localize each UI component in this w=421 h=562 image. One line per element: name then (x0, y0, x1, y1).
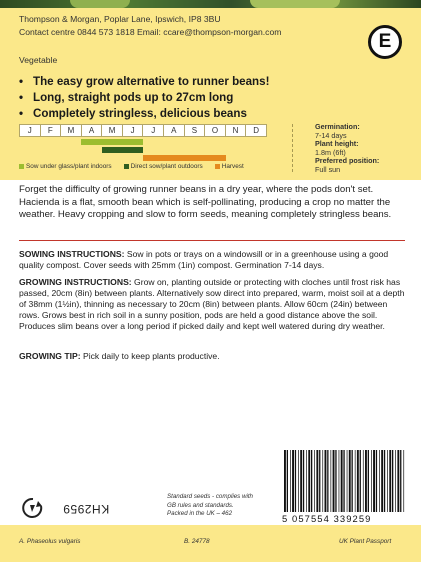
month-cell: M (102, 125, 123, 136)
leaf-shape (70, 0, 130, 8)
germination-label: Germination: (315, 122, 360, 131)
barcode-bar (395, 450, 396, 512)
month-cell: A (82, 125, 103, 136)
barcode-bar (303, 450, 304, 512)
month-cell: J (20, 125, 41, 136)
barcode-bar (363, 450, 364, 512)
growing-info (315, 123, 379, 175)
barcode-bar (287, 450, 288, 512)
barcode-bar (341, 450, 343, 512)
standards-text: Standard seeds - complies with GB rules and standards. Packed in the UK – 462 (167, 493, 253, 518)
leaf-shape (250, 0, 340, 8)
barcode-bar (400, 450, 401, 512)
month-cell: F (41, 125, 62, 136)
month-cell: N (226, 125, 247, 136)
barcode-bar (333, 450, 335, 512)
calendar-legend (19, 163, 244, 170)
barcode-image (282, 450, 406, 516)
swatch-icon (215, 164, 220, 169)
barcode-bar (325, 450, 327, 512)
month-cell: J (143, 125, 164, 136)
recycle-icon (22, 497, 44, 521)
barcode-bar (365, 450, 367, 512)
month-cell: D (253, 126, 260, 135)
legend-sow-indoors: Sow under glass/plant indoors (19, 163, 112, 170)
barcode-bar (376, 450, 377, 512)
feature-list (19, 74, 269, 122)
month-cell: S (185, 125, 206, 136)
growing-tip: GROWING TIP: Pick daily to keep plants productive. (19, 351, 220, 361)
barcode-bar (397, 450, 399, 512)
month-cell: M (61, 125, 82, 136)
contact-line: Contact centre 0844 573 1818 Email: ccare@thompson-morgan.com (19, 27, 282, 37)
barcode-bar (343, 450, 344, 512)
position-value: Full sun (315, 164, 341, 174)
swatch-icon (124, 164, 129, 169)
feature-item: • Long, straight pods up to 27cm long (19, 91, 234, 104)
barcode-bar (403, 450, 404, 512)
batch-number: B. 24778 (184, 538, 210, 545)
bar-sow-outdoors (102, 147, 143, 153)
barcode-bar (331, 450, 332, 512)
barcode-bar (387, 450, 388, 512)
calendar-months (19, 124, 267, 137)
feature-item: • The easy grow alternative to runner beans! (19, 75, 270, 88)
barcode-bar (352, 450, 353, 512)
dashed-divider (292, 124, 293, 172)
e-mark-badge: E (368, 25, 402, 59)
barcode-bar (368, 450, 369, 512)
company-address: Thompson & Morgan, Poplar Lane, Ipswich, IP8 3BU (19, 14, 221, 24)
barcode-bar (300, 450, 302, 512)
category-label: Vegetable (19, 55, 58, 65)
barcode-bar (327, 450, 328, 512)
plant-passport: UK Plant Passport (339, 538, 392, 545)
month-cell: A (164, 125, 185, 136)
growing-instructions: GROWING INSTRUCTIONS: Grow on, planting outside or protecting with cloches until frost risk has passed, 20cm (8in) between plants. Alternatively sow direct into prepared, warm, moist soil at a depth of 38mm (1½in), thinning as necessary to 20cm (8in) between plants. Allow 60cm (24in) between rows. Grows best in rich soil in a sunny position, pods are held a good distance above the soil. Produces slim beans over a long period if picked daily and kept well watered during dry weather. (19, 277, 405, 332)
bullet-icon: • (19, 91, 24, 104)
red-rule (19, 240, 405, 241)
barcode-bar (311, 450, 312, 512)
legend-harvest: Harvest (215, 163, 244, 170)
bar-sow-indoors (81, 139, 143, 145)
barcode-bar (339, 450, 340, 512)
barcode-bar (355, 450, 356, 512)
sowing-calendar (19, 124, 267, 161)
month-cell: O (205, 125, 226, 136)
position-label: Preferred position: (315, 156, 380, 166)
sowing-instructions: SOWING INSTRUCTIONS: Sow in pots or trays on a windowsill or in a greenhouse using a good quality compost. Cover seeds with 25mm (1in) compost. Germination 7-14 days. (19, 249, 389, 271)
swatch-icon (19, 164, 24, 169)
barcode-bar (314, 450, 315, 512)
feature-item: • Completely stringless, delicious beans (19, 107, 247, 120)
product-code: KH2959 (62, 502, 110, 516)
height-label: Plant height: (315, 139, 359, 149)
bullet-icon: • (19, 107, 24, 120)
barcode-bar (371, 450, 372, 512)
barcode-bar (308, 450, 310, 512)
barcode-bar (349, 450, 351, 512)
barcode-number: 5 057554 339259 (282, 513, 372, 524)
barcode-bar (290, 450, 291, 512)
germination-value: 7-14 days (315, 130, 347, 140)
bullet-icon: • (19, 75, 24, 88)
legend-sow-outdoors: Direct sow/plant outdoors (124, 163, 203, 170)
barcode-bar (306, 450, 307, 512)
barcode-bar (292, 450, 294, 512)
month-cell: J (123, 125, 144, 136)
bar-harvest (143, 155, 226, 161)
barcode-bar (284, 450, 286, 512)
product-photo-strip (0, 0, 421, 8)
species-name: A. Phaseolus vulgaris (19, 538, 81, 545)
barcode-bar (298, 450, 299, 512)
height-value: 1.8m (6ft) (315, 147, 346, 157)
barcode-bar (384, 450, 385, 512)
barcode-bar (360, 450, 361, 512)
calendar-bars (19, 137, 267, 161)
barcode-bar (316, 450, 318, 512)
barcode-bar (357, 450, 359, 512)
barcode-bar (389, 450, 391, 512)
barcode-bar (373, 450, 375, 512)
barcode-bar (381, 450, 383, 512)
barcode-bar (379, 450, 380, 512)
barcode-bar (347, 450, 348, 512)
description: Forget the difficulty of growing runner beans in a dry year, where the pods don't set. Hacienda is a flat, smooth bean which is self-pollinating, producing a crop no matter the weather. Heavy cropping and slow to form seeds, meaning completely stringless beans. (19, 184, 392, 221)
barcode-bar (392, 450, 393, 512)
barcode-bar (319, 450, 320, 512)
barcode-bar (322, 450, 323, 512)
barcode-bar (335, 450, 336, 512)
barcode-bar (295, 450, 296, 512)
